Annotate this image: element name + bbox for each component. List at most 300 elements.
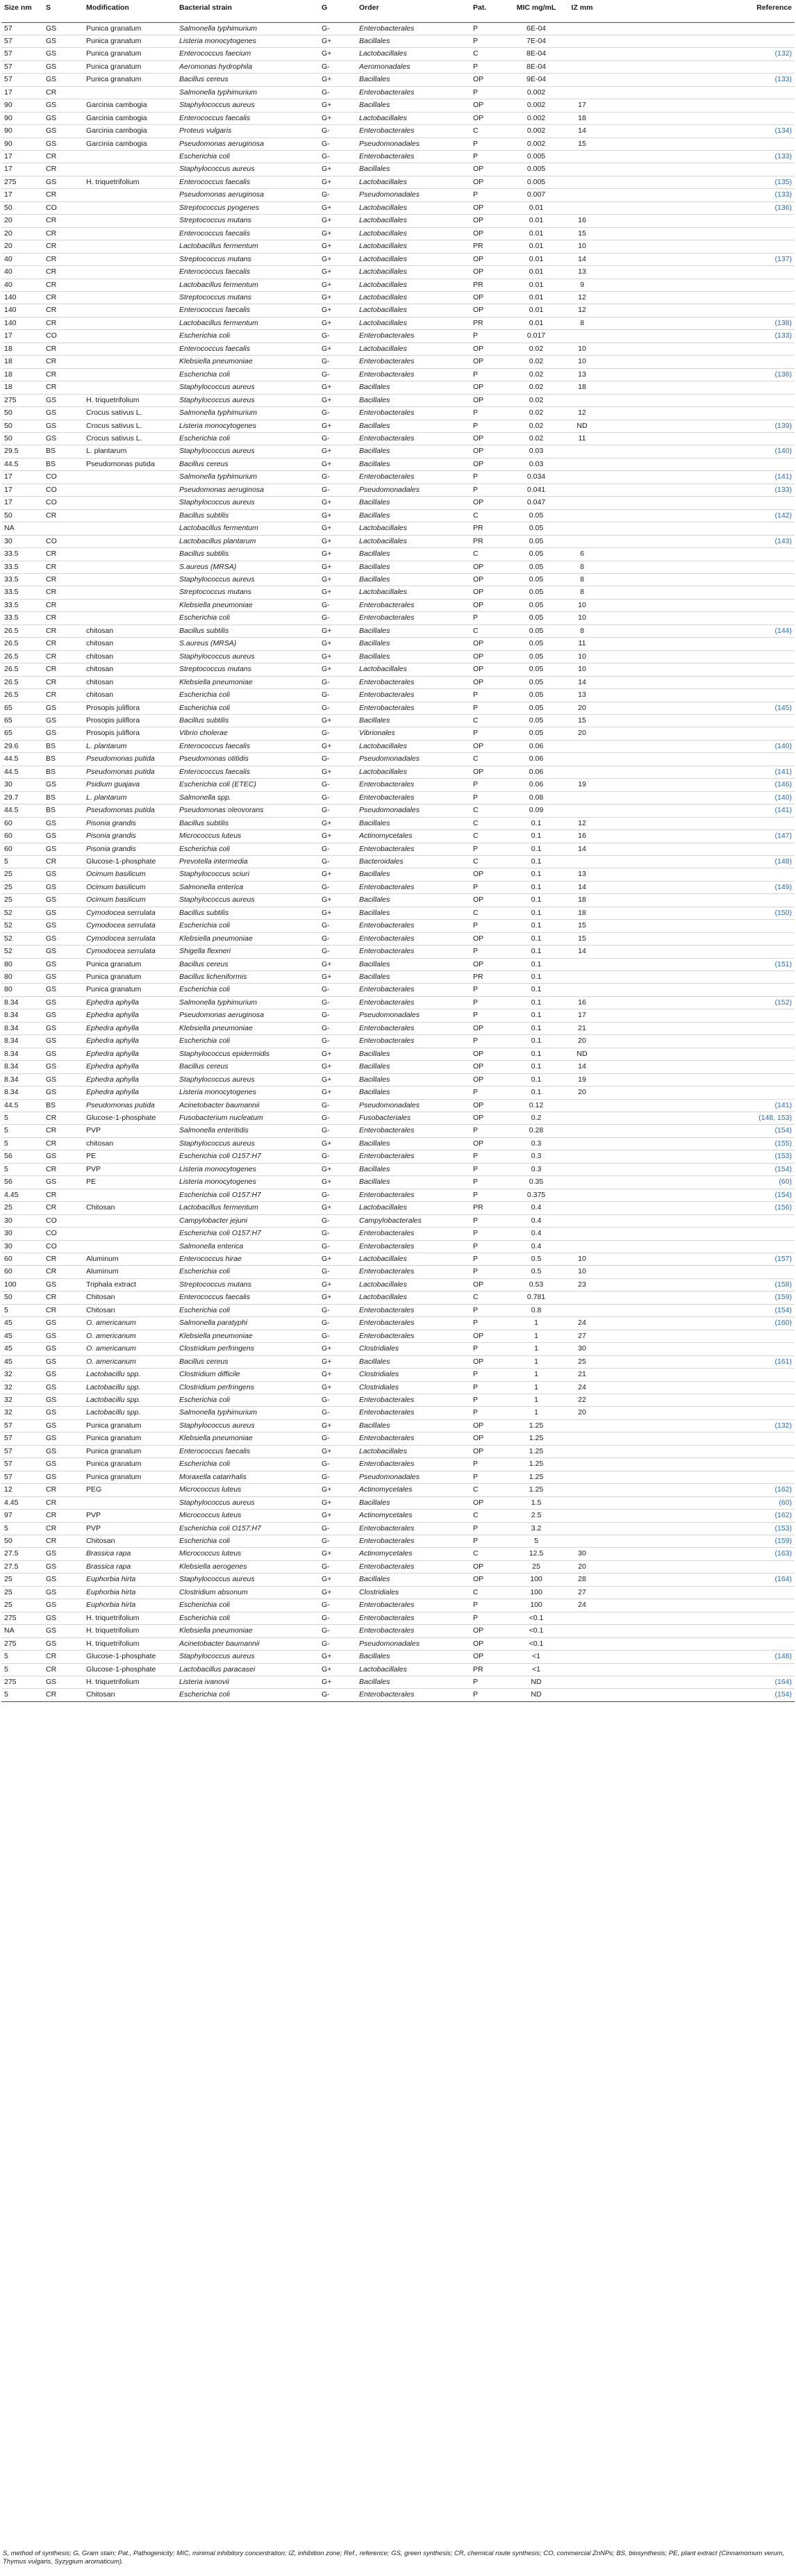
header-size: Size nm — [1, 1, 43, 22]
table-row — [1, 1625, 795, 1637]
reference-cell[interactable]: (147) — [605, 830, 795, 843]
synthesis-cell: GS — [43, 1586, 83, 1599]
reference-cell[interactable]: (159) — [605, 1535, 795, 1547]
reference-cell[interactable]: (154) — [605, 1189, 795, 1201]
synthesis-cell: GS — [43, 1087, 83, 1099]
iz-cell: 8 — [559, 561, 605, 573]
iz-cell — [559, 1433, 605, 1445]
order-cell: Enterobacterales — [356, 1535, 470, 1547]
strain-cell: Salmonella enteritidis — [176, 1125, 319, 1137]
table-row — [1, 240, 795, 253]
pathogenicity-cell: OP — [470, 1112, 513, 1125]
mic-cell: 0.002 — [513, 99, 559, 112]
pathogenicity-cell: OP — [470, 1637, 513, 1650]
reference-cell[interactable]: (141) — [605, 1099, 795, 1112]
gram-cell: G- — [319, 1458, 356, 1471]
order-cell: Bacillales — [356, 1163, 470, 1175]
strain-cell: Staphylococcus aureus — [176, 894, 319, 907]
gram-cell: G- — [319, 1112, 356, 1125]
reference-cell — [605, 1048, 795, 1060]
strain-cell: Salmonella typhimurium — [176, 86, 319, 99]
gram-cell: G+ — [319, 215, 356, 227]
strain-cell: Enterococcus faecalis — [176, 176, 319, 188]
iz-cell: 27 — [559, 1330, 605, 1342]
pathogenicity-cell: C — [470, 48, 513, 60]
modification-cell: Brassica rapa — [83, 1548, 176, 1560]
modification-cell — [83, 1496, 176, 1509]
gram-cell: G- — [319, 1535, 356, 1547]
iz-cell: 30 — [559, 1343, 605, 1355]
strain-cell: Staphylococcus aureus — [176, 497, 319, 509]
size-cell: 4.45 — [1, 1189, 43, 1201]
table-row — [1, 1651, 795, 1663]
mic-cell: 1.5 — [513, 1496, 559, 1509]
reference-cell[interactable]: (148, 153) — [605, 1112, 795, 1125]
gram-cell: G+ — [319, 48, 356, 60]
strain-cell: Escherichia coli — [176, 1035, 319, 1048]
order-cell: Lactobacillales — [356, 1291, 470, 1304]
pathogenicity-cell: C — [470, 830, 513, 843]
order-cell: Bacillales — [356, 394, 470, 406]
synthesis-cell: GS — [43, 1574, 83, 1586]
gram-cell: G- — [319, 1035, 356, 1048]
modification-cell — [83, 201, 176, 214]
modification-cell: Punica granatum — [83, 1433, 176, 1445]
reference-cell[interactable]: (140) — [605, 445, 795, 458]
gram-cell: G+ — [319, 971, 356, 984]
pathogenicity-cell: OP — [470, 394, 513, 406]
synthesis-cell: CR — [43, 356, 83, 368]
pathogenicity-cell: OP — [470, 1419, 513, 1432]
reference-cell[interactable]: (137) — [605, 253, 795, 265]
size-cell: 18 — [1, 356, 43, 368]
reference-cell — [605, 1330, 795, 1342]
synthesis-cell: GS — [43, 779, 83, 791]
order-cell: Clostridiales — [356, 1343, 470, 1355]
strain-cell: Pseudomonas aeruginosa — [176, 1009, 319, 1022]
reference-cell[interactable]: (158) — [605, 1278, 795, 1291]
strain-cell: Streptococcus mutans — [176, 253, 319, 265]
order-cell: Bacillales — [356, 1048, 470, 1060]
iz-cell — [559, 1214, 605, 1227]
size-cell: 50 — [1, 1535, 43, 1547]
synthesis-cell: GS — [43, 971, 83, 984]
size-cell: 275 — [1, 1612, 43, 1624]
mic-cell: 0.02 — [513, 407, 559, 420]
iz-cell: 15 — [559, 227, 605, 240]
modification-cell: Cymodocea serrulata — [83, 907, 176, 919]
reference-cell — [605, 1445, 795, 1458]
synthesis-cell: CR — [43, 279, 83, 291]
reference-cell[interactable]: (133) — [605, 151, 795, 163]
reference-cell[interactable]: (157) — [605, 1253, 795, 1266]
pathogenicity-cell: OP — [470, 561, 513, 573]
table-row — [1, 1240, 795, 1253]
mic-cell: 0.05 — [513, 638, 559, 650]
modification-cell: Punica granatum — [83, 1471, 176, 1483]
strain-cell: Prevotella intermedia — [176, 855, 319, 868]
reference-cell[interactable]: (142) — [605, 509, 795, 522]
reference-cell — [605, 663, 795, 676]
reference-cell[interactable]: (155) — [605, 1137, 795, 1150]
table-row — [1, 1278, 795, 1291]
modification-cell: Brassica rapa — [83, 1560, 176, 1573]
reference-cell[interactable]: (138) — [605, 368, 795, 381]
order-cell: Bacillales — [356, 497, 470, 509]
pathogenicity-cell: OP — [470, 1048, 513, 1060]
gram-cell: G+ — [319, 1253, 356, 1266]
mic-cell: 1.25 — [513, 1484, 559, 1496]
mic-cell: 0.02 — [513, 394, 559, 406]
size-cell: 45 — [1, 1343, 43, 1355]
pathogenicity-cell: P — [470, 189, 513, 201]
reference-cell[interactable]: (141) — [605, 766, 795, 778]
reference-cell[interactable]: (60) — [605, 1496, 795, 1509]
order-cell: Bacillales — [356, 561, 470, 573]
order-cell: Lactobacillales — [356, 48, 470, 60]
reference-cell[interactable]: (132) — [605, 48, 795, 60]
strain-cell: Micrococcus luteus — [176, 1510, 319, 1522]
reference-cell[interactable]: (148) — [605, 1651, 795, 1663]
size-cell: 17 — [1, 484, 43, 496]
strain-cell: Escherichia coli O157:H7 — [176, 1150, 319, 1163]
reference-cell[interactable]: (60) — [605, 1176, 795, 1189]
synthesis-cell: GS — [43, 714, 83, 727]
gram-cell: G- — [319, 1125, 356, 1137]
reference-cell[interactable]: (139) — [605, 420, 795, 432]
table-row — [1, 1394, 795, 1406]
order-cell: Bacillales — [356, 958, 470, 971]
reference-cell — [605, 1586, 795, 1599]
order-cell: Bacillales — [356, 548, 470, 561]
reference-cell[interactable]: (162) — [605, 1510, 795, 1522]
reference-cell — [605, 1407, 795, 1419]
iz-cell — [559, 535, 605, 547]
order-cell: Enterobacterales — [356, 779, 470, 791]
size-cell: 30 — [1, 1240, 43, 1253]
size-cell: 44.5 — [1, 1099, 43, 1112]
order-cell: Lactobacillales — [356, 227, 470, 240]
iz-cell: 13 — [559, 689, 605, 702]
order-cell: Enterobacterales — [356, 791, 470, 804]
gram-cell: G- — [319, 1637, 356, 1650]
order-cell: Enterobacterales — [356, 125, 470, 138]
reference-cell[interactable]: (146) — [605, 779, 795, 791]
size-cell: 57 — [1, 1445, 43, 1458]
reference-cell — [605, 946, 795, 958]
table-row — [1, 676, 795, 688]
table-body — [1, 22, 795, 1701]
modification-cell — [83, 227, 176, 240]
reference-cell[interactable]: (150) — [605, 907, 795, 919]
synthesis-cell: GS — [43, 60, 83, 73]
reference-cell[interactable]: (151) — [605, 958, 795, 971]
iz-cell — [559, 1163, 605, 1175]
pathogenicity-cell: P — [470, 946, 513, 958]
reference-cell[interactable]: (154) — [605, 1304, 795, 1316]
strain-cell: Escherichia coli — [176, 1599, 319, 1612]
order-cell: Enterobacterales — [356, 881, 470, 893]
size-cell: 100 — [1, 1278, 43, 1291]
size-cell: 97 — [1, 1510, 43, 1522]
reference-cell[interactable]: (144) — [605, 625, 795, 637]
pathogenicity-cell: P — [470, 1253, 513, 1266]
pathogenicity-cell: OP — [470, 1496, 513, 1509]
table-row — [1, 753, 795, 766]
reference-cell[interactable]: (161) — [605, 1355, 795, 1368]
order-cell: Enterobacterales — [356, 689, 470, 702]
order-cell: Enterobacterales — [356, 946, 470, 958]
strain-cell: Escherichia coli — [176, 1304, 319, 1316]
reference-cell[interactable]: (153) — [605, 1522, 795, 1535]
table-row — [1, 932, 795, 945]
pathogenicity-cell: C — [470, 1586, 513, 1599]
table-row — [1, 1253, 795, 1266]
strain-cell: Klebsiella pneumoniae — [176, 1330, 319, 1342]
reference-cell[interactable]: (153) — [605, 1150, 795, 1163]
pathogenicity-cell: OP — [470, 227, 513, 240]
pathogenicity-cell: OP — [470, 176, 513, 188]
synthesis-cell: CR — [43, 86, 83, 99]
modification-cell — [83, 304, 176, 317]
iz-cell — [559, 1112, 605, 1125]
reference-cell[interactable]: (149) — [605, 881, 795, 893]
strain-cell: Streptococcus mutans — [176, 215, 319, 227]
modification-cell — [83, 535, 176, 547]
table-row — [1, 394, 795, 406]
mic-cell: 0.1 — [513, 1087, 559, 1099]
strain-cell: Pseudomonas aeruginosa — [176, 138, 319, 150]
synthesis-cell: CR — [43, 342, 83, 355]
synthesis-cell: GS — [43, 907, 83, 919]
reference-cell[interactable]: (140) — [605, 791, 795, 804]
mic-cell: 8E-04 — [513, 48, 559, 60]
table-row — [1, 1560, 795, 1573]
mic-cell: 0.05 — [513, 548, 559, 561]
order-cell: Lactobacillales — [356, 240, 470, 253]
reference-cell[interactable]: (133) — [605, 330, 795, 342]
gram-cell: G+ — [319, 112, 356, 124]
iz-cell — [559, 1458, 605, 1471]
size-cell: 57 — [1, 22, 43, 35]
strain-cell: Enterococcus faecalis — [176, 227, 319, 240]
order-cell: Lactobacillales — [356, 342, 470, 355]
reference-cell — [605, 99, 795, 112]
mic-cell: 0.005 — [513, 176, 559, 188]
reference-cell[interactable]: (152) — [605, 996, 795, 1009]
gram-cell: G+ — [319, 1419, 356, 1432]
strain-cell: Shigella flexneri — [176, 946, 319, 958]
strain-cell: Salmonella typhimurium — [176, 407, 319, 420]
size-cell: 60 — [1, 1253, 43, 1266]
reference-cell[interactable]: (143) — [605, 535, 795, 547]
reference-cell[interactable]: (162) — [605, 1484, 795, 1496]
strain-cell: Bacillus cereus — [176, 458, 319, 470]
strain-cell: Bacillus cereus — [176, 74, 319, 86]
synthesis-cell: CR — [43, 573, 83, 586]
reference-cell[interactable]: (132) — [605, 1419, 795, 1432]
synthesis-cell: GS — [43, 1612, 83, 1624]
synthesis-cell: GS — [43, 1381, 83, 1394]
size-cell: 26.5 — [1, 638, 43, 650]
reference-cell — [605, 753, 795, 766]
reference-cell — [605, 1612, 795, 1624]
strain-cell: Streptococcus mutans — [176, 1278, 319, 1291]
iz-cell — [559, 753, 605, 766]
reference-cell[interactable]: (133) — [605, 484, 795, 496]
mic-cell: 0.1 — [513, 996, 559, 1009]
pathogenicity-cell: P — [470, 1266, 513, 1278]
reference-cell[interactable]: (154) — [605, 1125, 795, 1137]
size-cell: 30 — [1, 1214, 43, 1227]
mic-cell: 0.05 — [513, 727, 559, 740]
gram-cell: G- — [319, 676, 356, 688]
strain-cell: Klebsiella pneumoniae — [176, 932, 319, 945]
reference-cell[interactable]: (138) — [605, 317, 795, 329]
order-cell: Bacillales — [356, 1061, 470, 1073]
table-row — [1, 1073, 795, 1086]
synthesis-cell: BS — [43, 458, 83, 470]
synthesis-cell: CR — [43, 215, 83, 227]
mic-cell: 0.1 — [513, 843, 559, 855]
modification-cell: Prosopis juliflora — [83, 702, 176, 714]
reference-cell[interactable]: (163) — [605, 1548, 795, 1560]
reference-cell[interactable]: (133) — [605, 189, 795, 201]
reference-cell[interactable]: (134) — [605, 125, 795, 138]
strain-cell: Lactobacillus fermentum — [176, 1202, 319, 1214]
modification-cell: Ephedra aphylla — [83, 1087, 176, 1099]
gram-cell: G- — [319, 1433, 356, 1445]
strain-cell: Lactobacillus plantarum — [176, 535, 319, 547]
table-row — [1, 1112, 795, 1125]
synthesis-cell: GS — [43, 1048, 83, 1060]
strain-cell: Klebsiella pneumoniae — [176, 1433, 319, 1445]
size-cell: 32 — [1, 1381, 43, 1394]
order-cell: Enterobacterales — [356, 1228, 470, 1240]
reference-cell[interactable]: (164) — [605, 1676, 795, 1688]
modification-cell — [83, 497, 176, 509]
reference-cell[interactable]: (148) — [605, 855, 795, 868]
reference-cell[interactable]: (154) — [605, 1689, 795, 1701]
pathogenicity-cell: PR — [470, 1202, 513, 1214]
reference-cell[interactable]: (140) — [605, 740, 795, 752]
pathogenicity-cell: C — [470, 1510, 513, 1522]
mic-cell: 0.02 — [513, 368, 559, 381]
modification-cell — [83, 342, 176, 355]
strain-cell: Bacillus cereus — [176, 1061, 319, 1073]
mic-cell: 0.1 — [513, 984, 559, 996]
iz-cell — [559, 1304, 605, 1316]
table-row — [1, 1433, 795, 1445]
synthesis-cell: CR — [43, 227, 83, 240]
mic-cell: 0.017 — [513, 330, 559, 342]
size-cell: 90 — [1, 138, 43, 150]
strain-cell: Staphylococcus aureus — [176, 650, 319, 663]
strain-cell: Staphylococcus aureus — [176, 381, 319, 394]
gram-cell: G+ — [319, 817, 356, 829]
mic-cell: 1 — [513, 1343, 559, 1355]
iz-cell: 14 — [559, 946, 605, 958]
mic-cell: 0.05 — [513, 676, 559, 688]
iz-cell — [559, 766, 605, 778]
strain-cell: Micrococcus luteus — [176, 830, 319, 843]
header-row — [1, 1, 795, 22]
iz-cell — [559, 35, 605, 47]
reference-cell[interactable]: (164) — [605, 1574, 795, 1586]
size-cell: 60 — [1, 843, 43, 855]
gram-cell: G- — [319, 1150, 356, 1163]
gram-cell: G+ — [319, 1343, 356, 1355]
pathogenicity-cell: C — [470, 548, 513, 561]
pathogenicity-cell: P — [470, 1150, 513, 1163]
strain-cell: Listeria monocytogenes — [176, 420, 319, 432]
reference-cell — [605, 497, 795, 509]
strain-cell: Escherichia coli — [176, 843, 319, 855]
gram-cell: G+ — [319, 1663, 356, 1676]
pathogenicity-cell: P — [470, 484, 513, 496]
mic-cell: 0.1 — [513, 1048, 559, 1060]
mic-cell: 0.28 — [513, 1125, 559, 1137]
gram-cell: G+ — [319, 830, 356, 843]
pathogenicity-cell: P — [470, 1228, 513, 1240]
size-cell: 26.5 — [1, 689, 43, 702]
reference-cell — [605, 548, 795, 561]
modification-cell: Euphorbia hirta — [83, 1586, 176, 1599]
modification-cell: Aluminum — [83, 1266, 176, 1278]
order-cell: Enterobacterales — [356, 1689, 470, 1701]
pathogenicity-cell: P — [470, 1189, 513, 1201]
reference-cell[interactable]: (159) — [605, 1291, 795, 1304]
pathogenicity-cell: OP — [470, 1073, 513, 1086]
pathogenicity-cell: P — [470, 1369, 513, 1381]
reference-cell[interactable]: (154) — [605, 1163, 795, 1175]
size-cell: 33.5 — [1, 548, 43, 561]
size-cell: 25 — [1, 894, 43, 907]
size-cell: 140 — [1, 317, 43, 329]
gram-cell: G- — [319, 1689, 356, 1701]
reference-cell[interactable]: (141) — [605, 471, 795, 484]
pathogenicity-cell: OP — [470, 766, 513, 778]
modification-cell: chitosan — [83, 638, 176, 650]
modification-cell: Glucose-1-phosphate — [83, 855, 176, 868]
reference-cell[interactable]: (141) — [605, 804, 795, 817]
size-cell: 275 — [1, 394, 43, 406]
reference-cell[interactable]: (133) — [605, 74, 795, 86]
table-row — [1, 586, 795, 599]
mic-cell: <0.1 — [513, 1612, 559, 1624]
size-cell: 60 — [1, 830, 43, 843]
reference-cell — [605, 561, 795, 573]
reference-cell[interactable]: (160) — [605, 1317, 795, 1330]
order-cell: Bacillales — [356, 445, 470, 458]
reference-cell[interactable]: (135) — [605, 176, 795, 188]
strain-cell: Escherichia coli — [176, 330, 319, 342]
pathogenicity-cell: OP — [470, 894, 513, 907]
gram-cell: G+ — [319, 714, 356, 727]
reference-cell[interactable]: (136) — [605, 201, 795, 214]
mic-cell: 0.05 — [513, 689, 559, 702]
order-cell: Bacillales — [356, 1087, 470, 1099]
strain-cell: Pseudomonas oleovorans — [176, 804, 319, 817]
mic-cell: <1 — [513, 1651, 559, 1663]
order-cell: Fusobacteriales — [356, 1112, 470, 1125]
reference-cell[interactable]: (145) — [605, 702, 795, 714]
mic-cell: 0.35 — [513, 1176, 559, 1189]
table-row — [1, 112, 795, 124]
reference-cell — [605, 1073, 795, 1086]
reference-cell[interactable]: (156) — [605, 1202, 795, 1214]
table-row — [1, 804, 795, 817]
